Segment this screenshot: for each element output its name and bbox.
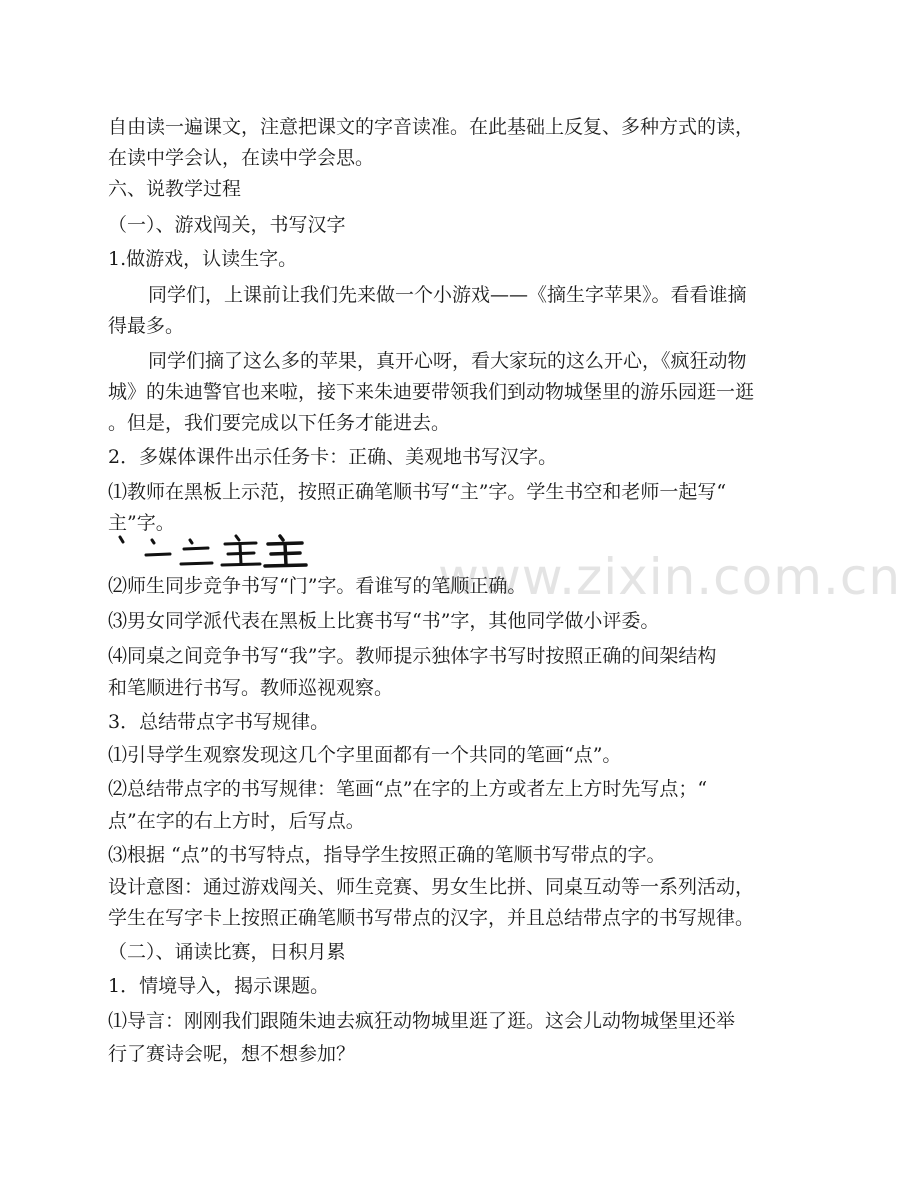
text-line: 在读中学会认，在读中学会思。	[108, 147, 375, 169]
stroke-order-image	[108, 532, 308, 572]
text-line: 同学们摘了这么多的苹果，真开心呀，看大家玩的这么开心，《疯狂动物	[148, 350, 747, 372]
text-line: 行了赛诗会呢，想不想参加？	[108, 1043, 356, 1065]
text-line: ⑴导言：刚刚我们跟随朱迪去疯狂动物城里逛了逛。这会儿动物城堡里还举	[108, 1010, 736, 1032]
text-line: ⑶根据 “点”的书写特点，指导学生按照正确的笔顺书写带点的字。	[108, 844, 666, 866]
subsection-heading: （一）、游戏闯关，书写汉字	[108, 214, 346, 236]
text-line: ⑶男女同学派代表在黑板上比赛书写“书”字，其他同学做小评委。	[108, 610, 660, 632]
text-line: 1．情境导入，揭示课题。	[108, 975, 330, 997]
text-line: 。但是，我们要完成以下任务才能进去。	[108, 412, 451, 434]
text-line: 3．总结带点字书写规律。	[108, 711, 330, 733]
text-line: 和笔顺进行书写。教师巡视观察。	[108, 677, 394, 699]
text-line: ⑷同桌之间竞争书写“我”字。教师提示独体字书写时按照正确的间架结构	[108, 645, 717, 667]
text-line: 自由读一遍课文，注意把课文的字音读准。在此基础上反复、多种方式的读，	[108, 116, 755, 138]
text-line: 设计意图：通过游戏闯关、师生竞赛、男女生比拼、同桌互动等一系列活动，	[108, 876, 755, 898]
text-line: ⑵总结带点字的书写规律：笔画“点”在字的上方或者左上方时先写点；“	[108, 778, 708, 800]
text-line: ⑴教师在黑板上示范，按照正确笔顺书写“主”字。学生书空和老师一起写“	[108, 481, 727, 503]
stroke-step-4	[222, 536, 260, 565]
text-line: ⑵师生同步竞争书写“门”字。看谁写的笔顺正确。	[108, 575, 527, 597]
section-heading: 六、说教学过程	[108, 178, 242, 200]
text-line: 得最多。	[108, 315, 185, 337]
text-line: 城》的朱迪警官也来啦，接下来朱迪要带领我们到动物城堡里的游乐园逛一逛	[108, 381, 755, 403]
text-line: 学生在写字卡上按照正确笔顺书写带点的汉字，并且总结带点字的书写规律。	[108, 907, 755, 929]
watermark-text: www.zixin.com.cn	[438, 548, 902, 606]
text-line: 同学们，上课前让我们先来做一个小游戏——《摘生字苹果》。看看谁摘	[148, 284, 747, 306]
text-line: 点”在字的右上方时，后写点。	[108, 810, 365, 832]
text-line: 主”字。	[108, 512, 175, 534]
stroke-step-5	[265, 536, 306, 566]
text-line: 1.做游戏，认读生字。	[108, 248, 298, 270]
subsection-heading: （二）、诵读比赛，日积月累	[108, 941, 346, 963]
text-line: 2．多媒体课件出示任务卡：正确、美观地书写汉字。	[108, 446, 558, 468]
text-line: ⑴引导学生观察发现这几个字里面都有一个共同的笔画“点”。	[108, 744, 622, 766]
stroke-step-1	[120, 537, 123, 542]
stroke-step-2	[146, 540, 170, 555]
stroke-step-3	[181, 540, 212, 564]
